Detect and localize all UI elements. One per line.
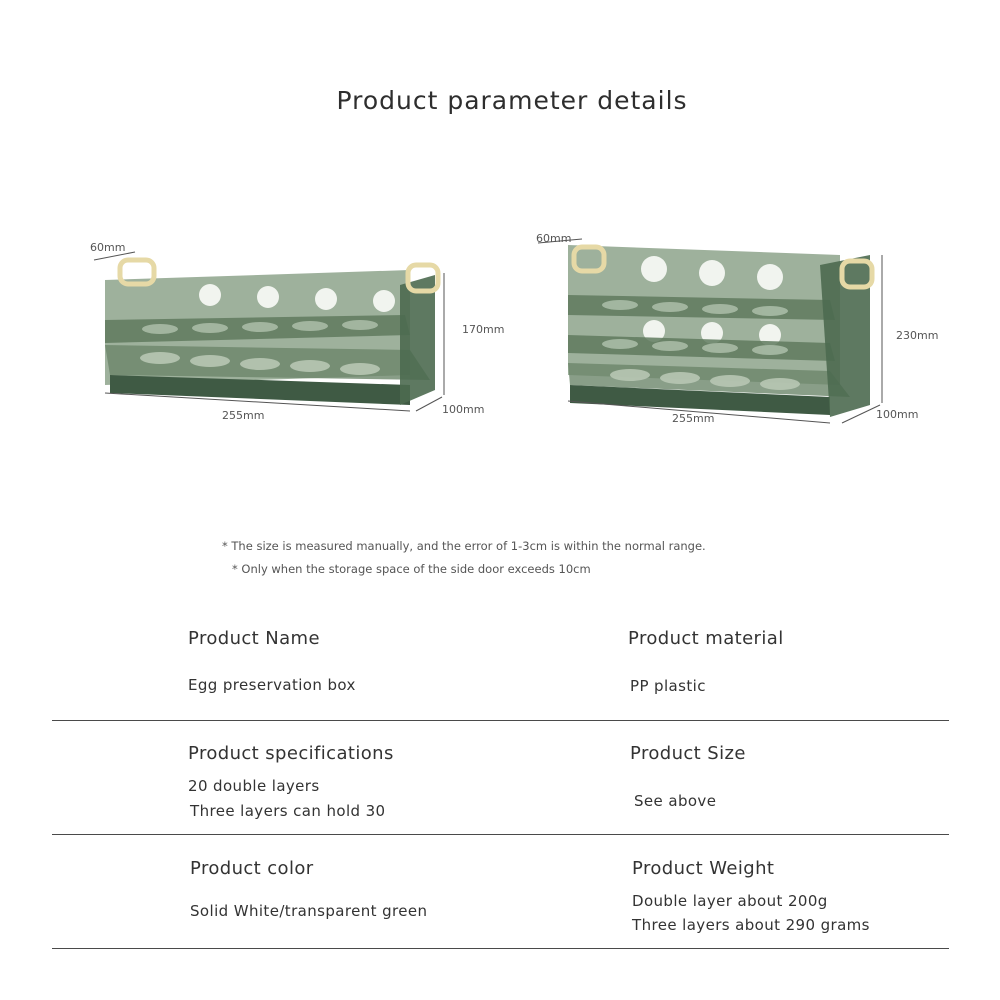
- divider: [52, 720, 949, 721]
- dim-width-label: 255mm: [222, 409, 265, 422]
- double-layer-box-illustration: [90, 225, 520, 440]
- product-weight-label: Product Weight: [632, 858, 775, 879]
- product-material-value: PP plastic: [630, 677, 706, 695]
- product-weight-value-2: Three layers about 290 grams: [632, 916, 870, 934]
- dim-depth-label: 100mm: [442, 403, 485, 416]
- dim-depth-top-label: 60mm: [90, 241, 126, 254]
- product-specifications-value-1: 20 double layers: [188, 777, 320, 795]
- product-specifications-label: Product specifications: [188, 743, 394, 764]
- triple-layer-box-illustration: [530, 225, 990, 440]
- size-measurement-note: * The size is measured manually, and the error of 1-3cm is within the normal range.: [222, 539, 706, 553]
- product-material-label: Product material: [628, 628, 784, 649]
- page-title: Product parameter details: [336, 86, 688, 115]
- dim-depth-top-label: 60mm: [536, 232, 572, 245]
- triple-layer-box-figure: [530, 225, 990, 440]
- dim-width-label: 255mm: [672, 412, 715, 425]
- product-specifications-value-2: Three layers can hold 30: [190, 802, 386, 820]
- double-layer-box-figure: [90, 225, 520, 440]
- product-name-label: Product Name: [188, 628, 320, 649]
- divider: [52, 834, 949, 835]
- product-weight-value-1: Double layer about 200g: [632, 892, 828, 910]
- product-size-label: Product Size: [630, 743, 746, 764]
- product-name-value: Egg preservation box: [188, 676, 356, 694]
- product-color-label: Product color: [190, 858, 314, 879]
- dim-height-label: 230mm: [896, 329, 939, 342]
- divider: [52, 948, 949, 949]
- product-size-value: See above: [634, 792, 717, 810]
- product-color-value: Solid White/transparent green: [190, 902, 428, 920]
- dim-height-label: 170mm: [462, 323, 505, 336]
- side-door-note: * Only when the storage space of the side door exceeds 10cm: [232, 562, 591, 576]
- dim-depth-label: 100mm: [876, 408, 919, 421]
